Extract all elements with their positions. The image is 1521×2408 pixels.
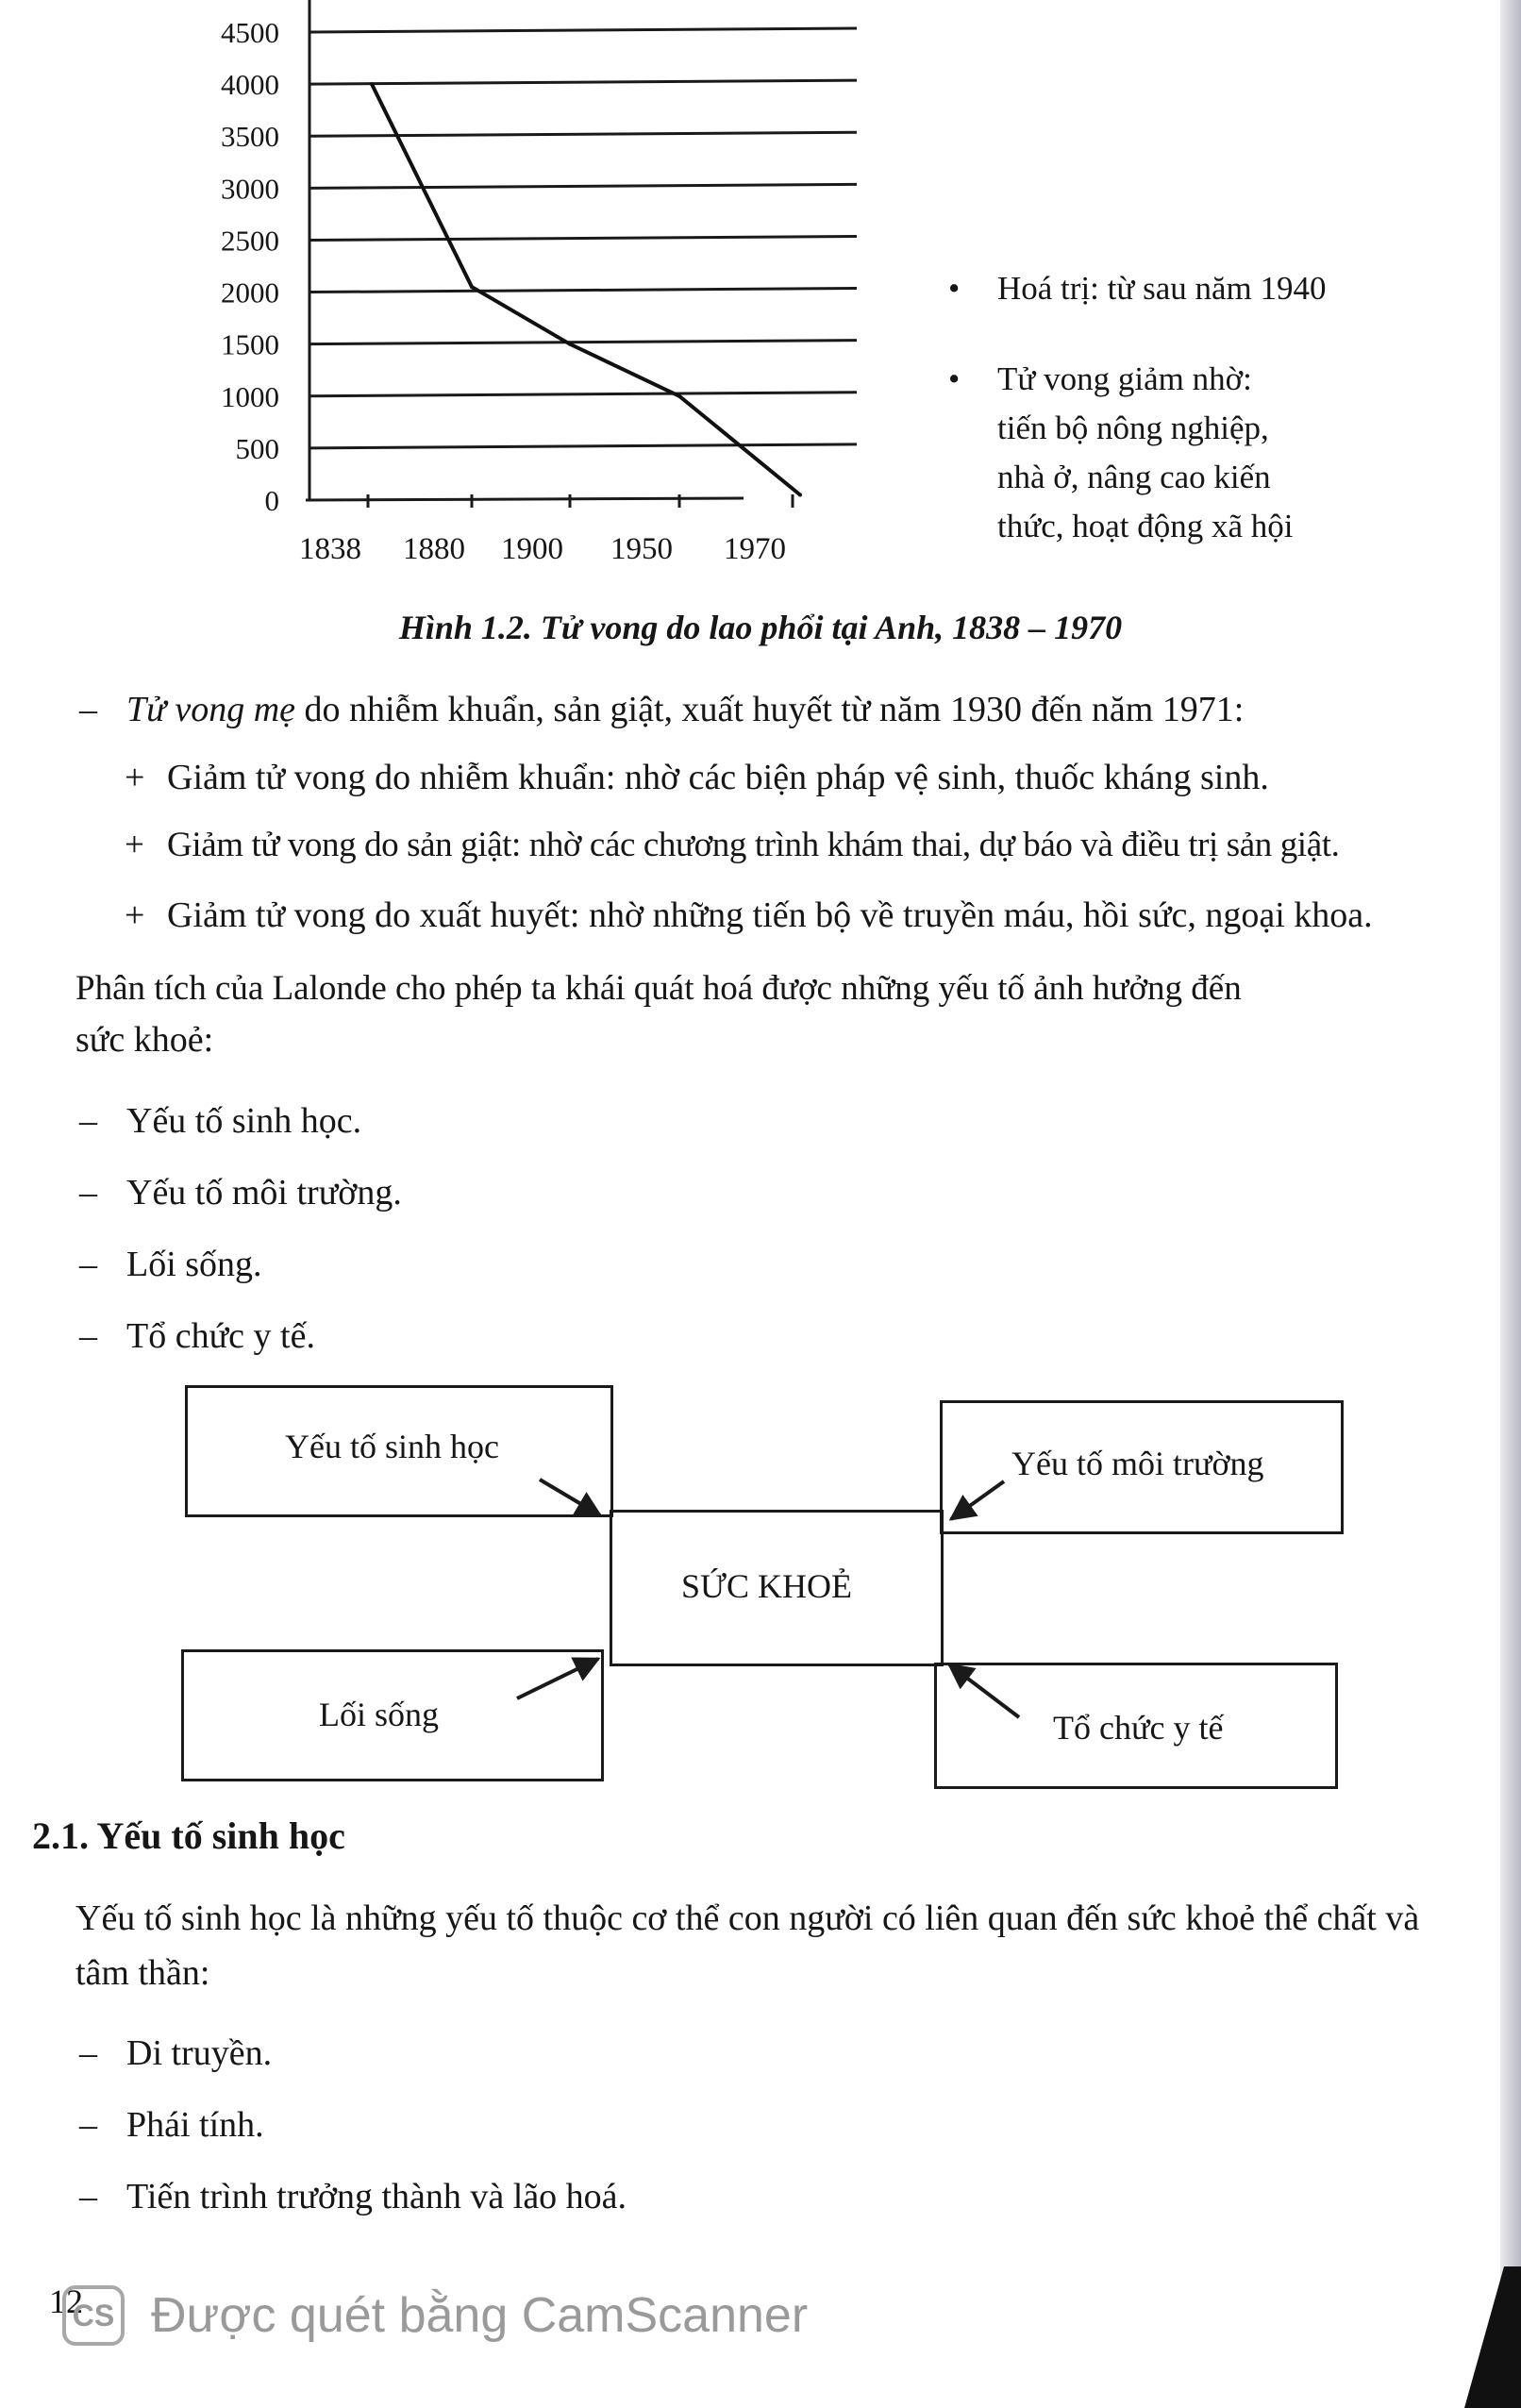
note-bullet: • bbox=[948, 360, 961, 397]
camscanner-text: Được quét bằng CamScanner bbox=[151, 2288, 809, 2343]
camscanner-watermark bbox=[62, 2285, 808, 2346]
note-line: thức, hoạt động xã hội bbox=[997, 508, 1294, 544]
dash-marker: – bbox=[79, 2033, 97, 2073]
arrow-environment bbox=[951, 1481, 1004, 1519]
maternal-item-text: Giảm tử vong do sản giật: nhờ các chương trình khám thai, dự báo và điều trị sản giật. bbox=[167, 826, 1340, 864]
y-tick-label: 4000 bbox=[221, 68, 279, 102]
maternal-item-text: Giảm tử vong do xuất huyết: nhờ những tiến bộ về truyền máu, hồi sức, ngoại khoa. bbox=[167, 895, 1373, 935]
biology-item-text: Tiến trình trưởng thành và lão hoá. bbox=[126, 2177, 627, 2216]
biology-item-text: Di truyền. bbox=[126, 2033, 273, 2073]
factor-text: Yếu tố sinh học. bbox=[126, 1101, 362, 1141]
y-tick-label: 2500 bbox=[221, 224, 279, 258]
y-tick-label: 2000 bbox=[221, 276, 279, 309]
x-tick-label: 1950 bbox=[610, 532, 673, 566]
factor-text: Yếu tố môi trường. bbox=[126, 1173, 402, 1212]
biology-label: Yếu tố sinh học bbox=[285, 1428, 499, 1465]
lalonde-paragraph-line2: sức khoẻ: bbox=[75, 1020, 214, 1060]
maternal-rest: do nhiễm khuẩn, sản giật, xuất huyết từ năm 1930 đến năm 1971: bbox=[304, 690, 1245, 729]
x-tick-label: 1880 bbox=[403, 532, 465, 566]
note-line: tiến bộ nông nghiệp, bbox=[997, 410, 1269, 446]
health-org-label: Tổ chức y tế bbox=[1053, 1709, 1224, 1747]
y-tick-label: 3000 bbox=[221, 172, 279, 206]
plus-marker: + bbox=[125, 826, 144, 864]
camscanner-logo-icon: CS bbox=[62, 2285, 125, 2346]
environment-label: Yếu tố môi trường bbox=[1011, 1445, 1264, 1482]
biology-item bbox=[79, 2029, 272, 2078]
section-paragraph: Yếu tố sinh học là những yếu tố thuộc cơ thể con người có liên quan đến sức khoẻ thể chất và tâm thần: bbox=[75, 1898, 1420, 1993]
biology-item bbox=[79, 2100, 264, 2149]
biology-item-text: Phái tính. bbox=[126, 2105, 264, 2145]
lifestyle-label: Lối sống bbox=[319, 1696, 440, 1733]
factor-text: Tổ chức y tế. bbox=[126, 1316, 315, 1356]
dash-marker: – bbox=[79, 2177, 97, 2216]
note-line: Tử vong giảm nhờ: bbox=[997, 360, 1252, 397]
arrow-lifestyle bbox=[517, 1659, 598, 1698]
x-tick-label: 1900 bbox=[501, 532, 563, 566]
dash-marker: – bbox=[79, 1101, 97, 1141]
y-tick-label: 4500 bbox=[221, 16, 279, 49]
section-heading: 2.1. Yếu tố sinh học bbox=[32, 1814, 345, 1857]
plus-marker: + bbox=[125, 895, 145, 935]
health-center-label: SỨC KHOẺ bbox=[681, 1567, 852, 1605]
y-tick-label: 500 bbox=[235, 431, 279, 465]
note-text: Hoá trị: từ sau năm 1940 bbox=[997, 270, 1327, 307]
x-tick-label: 1970 bbox=[724, 532, 786, 566]
maternal-term: Tử vong mẹ bbox=[126, 690, 296, 729]
arrow-biology bbox=[540, 1480, 600, 1515]
y-tick-label: 0 bbox=[264, 484, 279, 517]
biology-item bbox=[79, 2172, 627, 2221]
lalonde-paragraph-line1: Phân tích của Lalonde cho phép ta khái quát hoá được những yếu tố ảnh hưởng đến bbox=[75, 969, 1242, 1008]
arrow-health-org bbox=[949, 1664, 1019, 1717]
note-bullet: • bbox=[948, 270, 961, 307]
dash-marker: – bbox=[79, 2105, 97, 2145]
maternal-item-text: Giảm tử vong do nhiễm khuẩn: nhờ các biện pháp vệ sinh, thuốc kháng sinh. bbox=[167, 758, 1269, 797]
y-tick-label: 1500 bbox=[221, 327, 279, 361]
caption-label: Hình 1.2. bbox=[398, 609, 532, 646]
dash-marker: – bbox=[79, 690, 97, 729]
dash-marker: – bbox=[79, 1173, 97, 1212]
dash-marker: – bbox=[79, 1245, 97, 1284]
note-line: nhà ở, nâng cao kiến bbox=[997, 459, 1271, 495]
page-number: 12 bbox=[49, 2283, 83, 2320]
factor-text: Lối sống. bbox=[126, 1245, 262, 1284]
dash-marker: – bbox=[79, 1316, 97, 1356]
plus-marker: + bbox=[125, 758, 145, 797]
y-tick-label: 1000 bbox=[221, 379, 279, 413]
caption-text: Tử vong do lao phổi tại Anh, 1838 – 1970 bbox=[540, 609, 1123, 646]
y-tick-label: 3500 bbox=[221, 120, 279, 154]
x-tick-label: 1838 bbox=[299, 532, 361, 566]
